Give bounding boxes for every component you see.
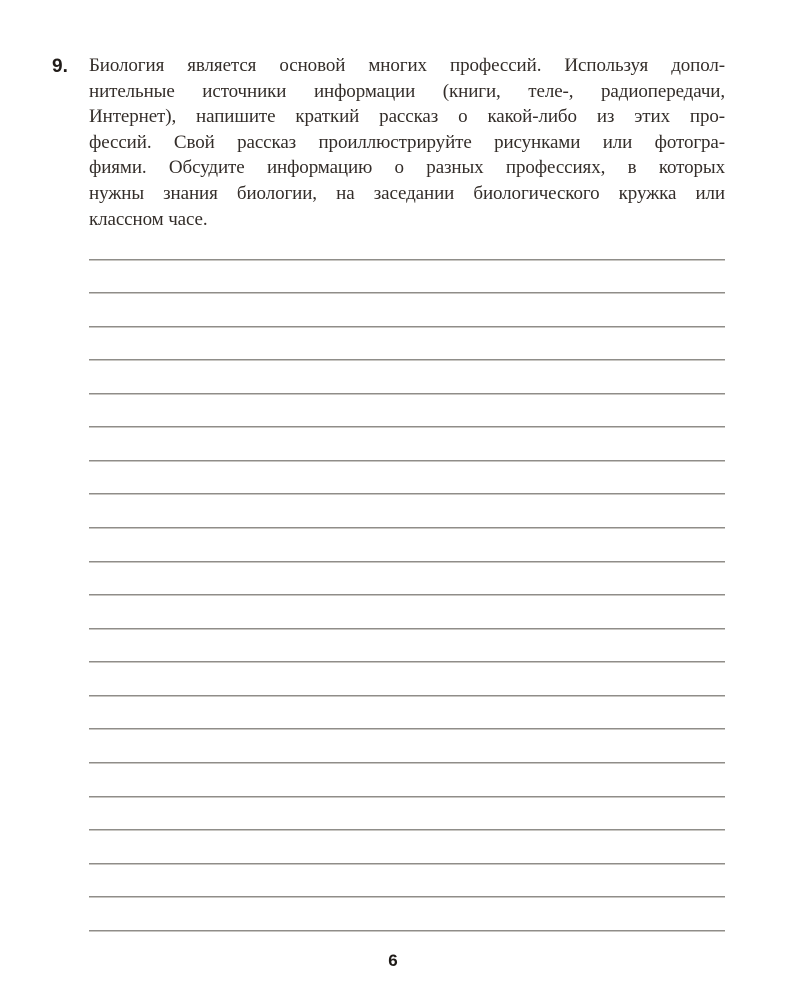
answer-ruled-area <box>89 0 725 1000</box>
ruled-line <box>89 561 725 563</box>
ruled-line <box>89 259 725 261</box>
exercise-text-line: нужны знания биологии, на заседании биологического кружка или <box>89 182 725 204</box>
exercise-text-line: Биология является основой многих профессий. Используя допол- <box>89 55 725 76</box>
exercise-text-line: фиями. Обсудите информацию о разных профессиях, в которых <box>89 157 725 179</box>
ruled-line <box>89 594 725 596</box>
page-number: 6 <box>388 951 398 970</box>
ruled-line <box>89 628 725 630</box>
ruled-line <box>89 896 725 898</box>
exercise-text-line: фессий. Свой рассказ проиллюстрируйте рисунками или фотогра- <box>89 131 725 153</box>
exercise-text-line: классном часе. <box>89 208 208 230</box>
ruled-line <box>89 728 725 730</box>
ruled-line <box>89 326 725 328</box>
exercise-text-line: Интернет), напишите краткий рассказ о какой-либо из этих про- <box>89 106 725 128</box>
ruled-line <box>89 493 725 495</box>
ruled-line <box>89 460 725 462</box>
ruled-line <box>89 393 725 395</box>
ruled-line <box>89 292 725 294</box>
ruled-line <box>89 762 725 764</box>
ruled-line <box>89 796 725 798</box>
ruled-line <box>89 695 725 697</box>
ruled-line <box>89 426 725 428</box>
ruled-line <box>89 863 725 865</box>
exercise-text-line: нительные источники информации (книги, теле-, радиопередачи, <box>89 80 725 102</box>
exercise-number: 9. <box>52 56 68 77</box>
ruled-line <box>89 359 725 361</box>
ruled-line <box>89 829 725 831</box>
ruled-line <box>89 930 725 932</box>
ruled-line <box>89 527 725 529</box>
ruled-line <box>89 661 725 663</box>
